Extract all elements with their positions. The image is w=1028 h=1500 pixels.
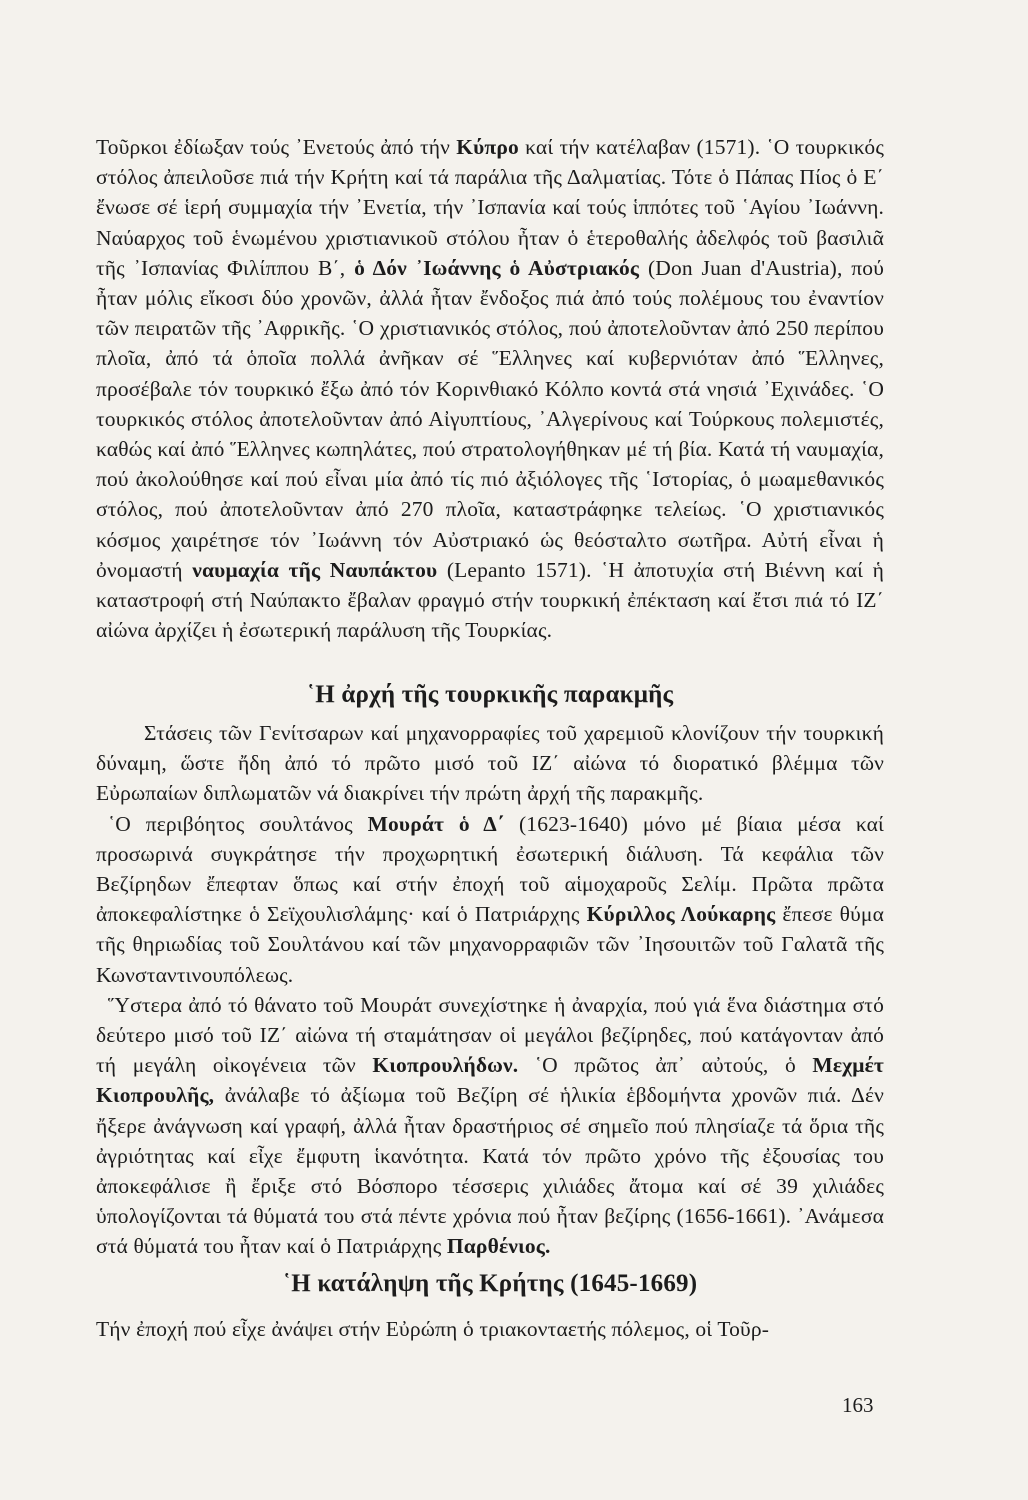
text-run: (Lepanto 1571). ῾Η ἀποτυχία στή Βιέννη καί ἡ καταστροφή στή Ναύπακτο ἔβαλαν φραγμό στήν τουρκική ἐπέκταση καί ἔτσι πιά τό ΙΖ΄ αἰώνα ἀρχίζει ἡ ἐσωτερική παράλυση τῆς Τουρκίας. (96, 557, 884, 643)
text-run: ῾Ο πρῶτος ἀπ᾿ αὐτούς, ὁ (518, 1053, 813, 1078)
paragraph: Στάσεις τῶν Γενίτσαρων καί μηχανορραφίες τοῦ χαρεμιοῦ κλονίζουν τήν τουρκική δύναμη, ὥστε ἤδη ἀπό τό πρῶτο μισό τοῦ ΙΖ΄ αἰώνα τό διορατικό βλέμμα τῶν Εὐρωπαίων διπλωματῶν νά διακρίνει τήν πρώτη ἀρχή τῆς παρακμῆς. (96, 721, 884, 806)
bold-term-cyprus: Κύπρο (456, 135, 519, 159)
bold-term-lucaris: Κύριλλος Λούκαρης (586, 902, 776, 927)
paragraph (96, 990, 884, 1262)
section-heading-crete: ῾Η κατάληψη τῆς Κρήτης (1645-1669) (282, 1270, 698, 1297)
paragraph: Τήν ἐποχή πού εἶχε ἀνάψει στήν Εὐρώπη ὁ τριακονταετής πόλεμος, οἱ Τοῦρ- (96, 1317, 770, 1341)
section-crete-body (96, 1314, 884, 1344)
text-run: ῾Ο περιβόητος σουλτάνος (108, 811, 368, 836)
bold-term-murad: Μουράτ ὁ Δ΄ (367, 811, 505, 836)
bold-term-naval-battle: ναυμαχία τῆς Ναυπάκτου (192, 557, 438, 582)
paragraph (96, 132, 884, 645)
text-run: καί τήν κατέλαβαν (1571). ῾Ο τουρκικός στόλος ἀπειλοῦσε πιά τήν Κρήτη καί τά παράλια τῆς Δαλματίας. Τότε ὁ Πάπας Πίος ὁ Ε΄ ἔνωσε σέ ἱερή συμμαχία τήν ᾿Ενετία, τήν ᾿Ισπανία καί τούς ἱππότες τοῦ ῾Αγίου ᾿Ιωάννη. Ναύαρχος τοῦ ἑνωμένου χριστιανικοῦ στόλου ἦταν ὁ ἑτεροθαλής ἀδελφός τοῦ βασιλιᾶ τῆς ᾿Ισπανίας Φιλίππου Β΄, (96, 135, 885, 280)
text-run: (1623-1640) μόνο μέ βίαια μέσα καί προσωρινά συγκράτησε τήν προχωρητική ἐσωτερική διάλυση. Τά κεφάλια τῶν Βεζίρηδων ἔπεφταν ὅπως καί στήν ἐποχή τοῦ αἱμοχαροῦς Σελίμ. Πρῶτα πρῶτα ἀποκεφαλίστηκε ὁ Σεϊχουλισλάμης· καί ὁ Πατριάρχης (96, 811, 884, 927)
bold-term-don-juan: ὁ Δόν ᾿Ιωάννης ὁ Αὐστριακός (354, 255, 640, 280)
text-run: ἔπεσε θύμα τῆς θηριωδίας τοῦ Σουλτάνου καί τῶν μηχανορραφιῶν τῶν ᾿Ιησουιτῶν τοῦ Γαλατᾶ τῆς Κωνσταντινουπόλεως. (96, 902, 884, 987)
paragraph (96, 809, 884, 990)
paragraph-lepanto (96, 132, 884, 645)
page-number: 163 (842, 1393, 874, 1417)
text-run: Ὕστερα ἀπό τό θάνατο τοῦ Μουράτ συνεχίστηκε ἡ ἀναρχία, πού γιά ἕνα διάστημα στό δεύτερο μισό τοῦ ΙΖ΄ αἰώνα τή σταμάτησαν οἱ μεγάλοι βεζίρηδες, πού κατάγονταν ἀπό τή μεγάλη οἰκογένεια τῶν (96, 992, 884, 1078)
section-heading-decline: ῾Η ἀρχή τῆς τουρκικῆς παρακμῆς (306, 681, 674, 708)
bold-term-parthenios: Παρθένιος. (446, 1234, 551, 1259)
section-decline-body (96, 718, 884, 1262)
text-run: (Don Juan d'Austria), πού ἦταν μόλις εἴκοσι δύο χρονῶν, ἀλλά ἦταν ἔνδοξος πιά ἀπό τούς πολέμους του ἐναντίον τῶν πειρατῶν τῆς ᾿Αφρικῆς. ῾Ο χριστιανικός στόλος, πού ἀποτελοῦνταν ἀπό 250 περίπου πλοῖα, ἀπό τά ὁποῖα πολλά ἀνῆκαν σέ Ἕλληνες καί κυβερνιόταν ἀπό Ἕλληνες, προσέβαλε τόν τουρκικό ἔξω ἀπό τόν Κορινθιακό Κόλπο κοντά στά νησιά ᾿Εχινάδες. ῾Ο τουρκικός στόλος ἀποτελοῦνταν ἀπό Αἰγυπτίους, ᾿Αλγερίνους καί Τούρκους πολεμιστές, καθώς καί ἀπό Ἕλληνες κωπηλάτες, πού στρατολογήθηκαν μέ τή βία. Κατά τή ναυμαχία, πού ἀκολούθησε καί πού εἶναι μία ἀπό τίς πιό ἀξιόλογες τῆς ῾Ιστορίας, ὁ μωαμεθανικός στόλος, πού ἀποτελοῦνταν ἀπό 270 πλοῖα, καταστράφηκε τελείως. ῾Ο χριστιανικός κόσμος χαιρέτησε τόν ᾿Ιωάννη τόν Αὐστριακό ὡς θεόσταλτο σωτῆρα. Αὐτή εἶναι ἡ ὀνομαστή (96, 255, 884, 582)
text-run: ἀνάλαβε τό ἀξίωμα τοῦ Βεζίρη σέ ἡλικία ἑβδομήντα χρονῶν πιά. Δέν ἤξερε ἀνάγνωση καί γραφή, ἀλλά ἦταν δραστήριος σέ σημεῖο πού πλησίαζε τά ὅρια τῆς ἀγριότητας καί εἶχε ἔμφυτη ἱκανότητα. Κατά τόν πρῶτο χρόνο τῆς ἐξουσίας του ἀποκεφάλισε ἢ ἔριξε στό Βόσπορο τέσσερις χιλιάδες ἄτομα καί σέ 39 χιλιάδες ὑπολογίζονται τά θύματά του στά πέντε χρόνια πού ἦταν βεζίρης (1656-1661). ᾿Ανάμεσα στά θύματά του ἦταν καί ὁ Πατριάρχης (96, 1083, 884, 1259)
bold-term-kopruluds: Κιοπρουλήδων. (372, 1053, 519, 1078)
text-run: Τοῦρκοι ἐδίωξαν τούς ᾿Ενετούς ἀπό τήν (96, 135, 457, 159)
bold-term-mehmet: Μεχμέτ Κιοπρουλῆς, (96, 1053, 884, 1108)
